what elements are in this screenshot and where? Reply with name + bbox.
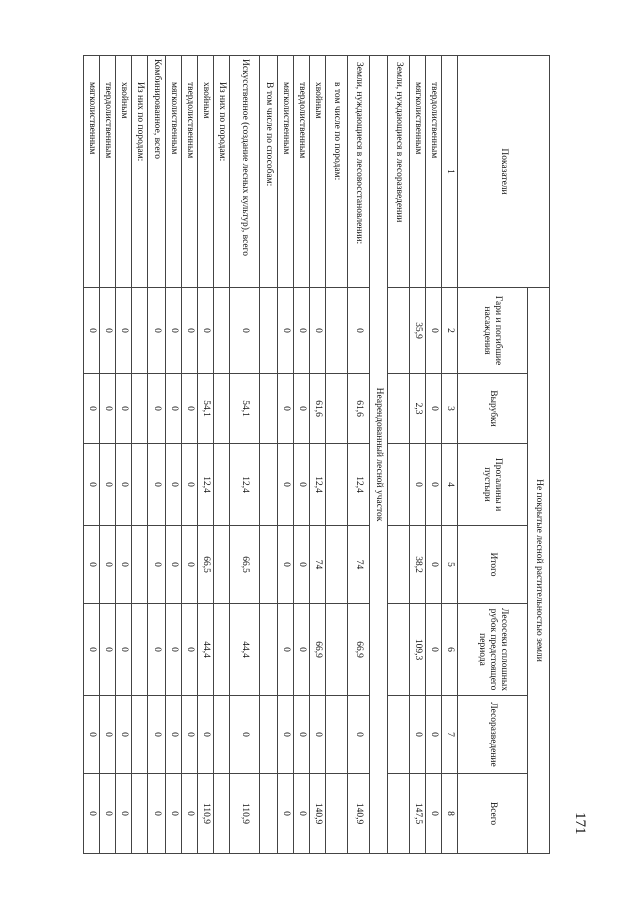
- reforestation-title: Земли, нуждающиеся в лесоразведении: [388, 56, 410, 288]
- table-row: [166, 56, 182, 854]
- column-number: 7: [442, 696, 458, 774]
- cell-value: 0: [166, 444, 182, 526]
- row-label: хвойным: [198, 56, 214, 288]
- cell-value: 0: [148, 526, 166, 604]
- cell-value: 0: [148, 774, 166, 854]
- cell-value: 0: [278, 604, 294, 696]
- cell-value: 0: [148, 288, 166, 374]
- cell-value: 0: [84, 604, 100, 696]
- cell-value: 0: [100, 374, 116, 444]
- col-afforestation-header: Лесоразведение: [458, 696, 528, 774]
- cell-value: 0: [348, 696, 370, 774]
- cell-value: 0: [148, 374, 166, 444]
- cell-value: 0: [166, 374, 182, 444]
- column-number: 2: [442, 288, 458, 374]
- table-row: [230, 56, 260, 854]
- cell-value: 0: [182, 604, 198, 696]
- uncovered-land-group-header: Не покрытые лесной растительностью земли: [528, 288, 550, 854]
- cell-value: 0: [116, 444, 132, 526]
- cell-value: 0: [294, 288, 310, 374]
- column-number: 5: [442, 526, 458, 604]
- cell-value: 0: [426, 374, 442, 444]
- cell-value: 0: [182, 444, 198, 526]
- row-label: Из них по породам:: [132, 56, 148, 288]
- unclassified-section-title: Неарендованный лесной участок: [370, 56, 388, 854]
- table-row: [84, 56, 100, 854]
- cell-value: 35,9: [410, 288, 426, 374]
- cell-value: 0: [166, 774, 182, 854]
- cell-value: 0: [182, 696, 198, 774]
- row-label: хвойным: [310, 56, 326, 288]
- cell-value: 0: [148, 696, 166, 774]
- col-clearcut-header: Вырубки: [458, 374, 528, 444]
- cell-value: 0: [426, 774, 442, 854]
- cell-value: 0: [294, 526, 310, 604]
- col-burned-header: Гари и погибшие насаждения: [458, 288, 528, 374]
- table-row: [100, 56, 116, 854]
- row-label: твердолиственным: [426, 56, 442, 288]
- cell-value: 0: [84, 288, 100, 374]
- table-row: [310, 56, 326, 854]
- column-number: 8: [442, 774, 458, 854]
- cell-value: 0: [278, 444, 294, 526]
- row-label: мягколиственным: [278, 56, 294, 288]
- cell-value: 140,9: [310, 774, 326, 854]
- cell-value: 0: [100, 774, 116, 854]
- cell-value: 12,4: [198, 444, 214, 526]
- cell-value: 0: [148, 604, 166, 696]
- cell-value: 0: [278, 288, 294, 374]
- cell-value: 74: [348, 526, 370, 604]
- cell-value: 0: [410, 696, 426, 774]
- cell-value: 54,1: [230, 374, 260, 444]
- column-number-row: [442, 56, 458, 854]
- cell-value: 0: [100, 288, 116, 374]
- column-number: 1: [442, 56, 458, 288]
- table-row: [294, 56, 310, 854]
- cell-value: 0: [84, 774, 100, 854]
- row-label: мягколиственным: [84, 56, 100, 288]
- row-label: хвойным: [116, 56, 132, 288]
- table-row: [326, 56, 348, 854]
- row-label: Искусственное (создание лесных культур), всего: [230, 56, 260, 288]
- section-row: [370, 56, 388, 854]
- cell-value: 66,5: [230, 526, 260, 604]
- cell-value: 147,5: [410, 774, 426, 854]
- cell-value: 0: [348, 288, 370, 374]
- row-label: твердолиственным: [294, 56, 310, 288]
- cell-value: 0: [84, 526, 100, 604]
- cell-value: 0: [310, 288, 326, 374]
- cell-value: 0: [426, 526, 442, 604]
- cell-value: 61,6: [348, 374, 370, 444]
- cell-value: 0: [84, 696, 100, 774]
- table-row: [198, 56, 214, 854]
- cell-value: 0: [198, 696, 214, 774]
- row-label: мягколиственным: [410, 56, 426, 288]
- table-row: [410, 56, 426, 854]
- cell-value: 0: [410, 444, 426, 526]
- cell-value: 0: [278, 696, 294, 774]
- cell-value: 0: [84, 374, 100, 444]
- cell-value: 0: [182, 374, 198, 444]
- cell-value: 44,4: [198, 604, 214, 696]
- cell-value: 0: [182, 526, 198, 604]
- col-total-header: Всего: [458, 774, 528, 854]
- cell-value: 38,2: [410, 526, 426, 604]
- cell-value: 0: [116, 774, 132, 854]
- cell-value: 0: [294, 696, 310, 774]
- cell-value: 0: [294, 604, 310, 696]
- cell-value: 0: [100, 526, 116, 604]
- column-number: 6: [442, 604, 458, 696]
- table-row: [426, 56, 442, 854]
- cell-value: 0: [84, 444, 100, 526]
- page-number: 171: [572, 812, 588, 835]
- land-category-table: [83, 55, 550, 854]
- row-label: в том числе по породам:: [326, 56, 348, 288]
- col-subtotal-header: Итого: [458, 526, 528, 604]
- cell-value: 0: [294, 374, 310, 444]
- cell-value: 0: [116, 526, 132, 604]
- indicator-header: Показатели: [458, 56, 550, 288]
- cell-value: 0: [278, 774, 294, 854]
- cell-value: 12,4: [348, 444, 370, 526]
- table-row: [148, 56, 166, 854]
- table-row: [182, 56, 198, 854]
- table-row: [260, 56, 278, 854]
- cell-value: 12,4: [310, 444, 326, 526]
- row-label: мягколиственным: [166, 56, 182, 288]
- table-row: [132, 56, 148, 854]
- cell-value: 2,3: [410, 374, 426, 444]
- col-glades-header: Прогалины и пустыри: [458, 444, 528, 526]
- cell-value: 66,9: [348, 604, 370, 696]
- row-label: твердолиственным: [100, 56, 116, 288]
- cell-value: 44,4: [230, 604, 260, 696]
- cell-value: 74: [310, 526, 326, 604]
- cell-value: 0: [166, 526, 182, 604]
- cell-value: 0: [278, 526, 294, 604]
- cell-value: 0: [426, 696, 442, 774]
- column-number: 4: [442, 444, 458, 526]
- cell-value: 0: [230, 696, 260, 774]
- table-row: [116, 56, 132, 854]
- row-label: Комбинированное, всего: [148, 56, 166, 288]
- cell-value: 0: [294, 774, 310, 854]
- cell-value: 109,3: [410, 604, 426, 696]
- cell-value: 140,9: [348, 774, 370, 854]
- row-label: В том числе по способам:: [260, 56, 278, 288]
- cell-value: 61,6: [310, 374, 326, 444]
- cell-value: 12,4: [230, 444, 260, 526]
- cell-value: 0: [182, 774, 198, 854]
- cell-value: 0: [166, 604, 182, 696]
- cell-value: 0: [294, 444, 310, 526]
- cell-value: 0: [116, 288, 132, 374]
- cell-value: 0: [100, 604, 116, 696]
- cell-value: 0: [100, 696, 116, 774]
- row-label: твердолиственным: [182, 56, 198, 288]
- table-row: [348, 56, 370, 854]
- cell-value: 66,5: [198, 526, 214, 604]
- table-row: [278, 56, 294, 854]
- cell-value: 0: [116, 374, 132, 444]
- cell-value: 0: [198, 288, 214, 374]
- cell-value: 0: [166, 696, 182, 774]
- cell-value: 0: [426, 288, 442, 374]
- cell-value: 0: [230, 288, 260, 374]
- cell-value: 0: [278, 374, 294, 444]
- table-row: [214, 56, 230, 854]
- table-row: [388, 56, 410, 854]
- row-label: Земли, нуждающиеся в лесовосстановлении:: [348, 56, 370, 288]
- cell-value: 110,9: [230, 774, 260, 854]
- col-planned-cuts-header: Лесосеки сплошных рубок предстоящего периода: [458, 604, 528, 696]
- cell-value: 0: [426, 604, 442, 696]
- cell-value: 0: [148, 444, 166, 526]
- cell-value: 54,1: [198, 374, 214, 444]
- column-number: 3: [442, 374, 458, 444]
- cell-value: 110,9: [198, 774, 214, 854]
- cell-value: 0: [116, 604, 132, 696]
- cell-value: 0: [116, 696, 132, 774]
- cell-value: 0: [182, 288, 198, 374]
- cell-value: 0: [426, 444, 442, 526]
- cell-value: 0: [100, 444, 116, 526]
- row-label: Из них по породам:: [214, 56, 230, 288]
- cell-value: 0: [310, 696, 326, 774]
- cell-value: 66,9: [310, 604, 326, 696]
- cell-value: 0: [166, 288, 182, 374]
